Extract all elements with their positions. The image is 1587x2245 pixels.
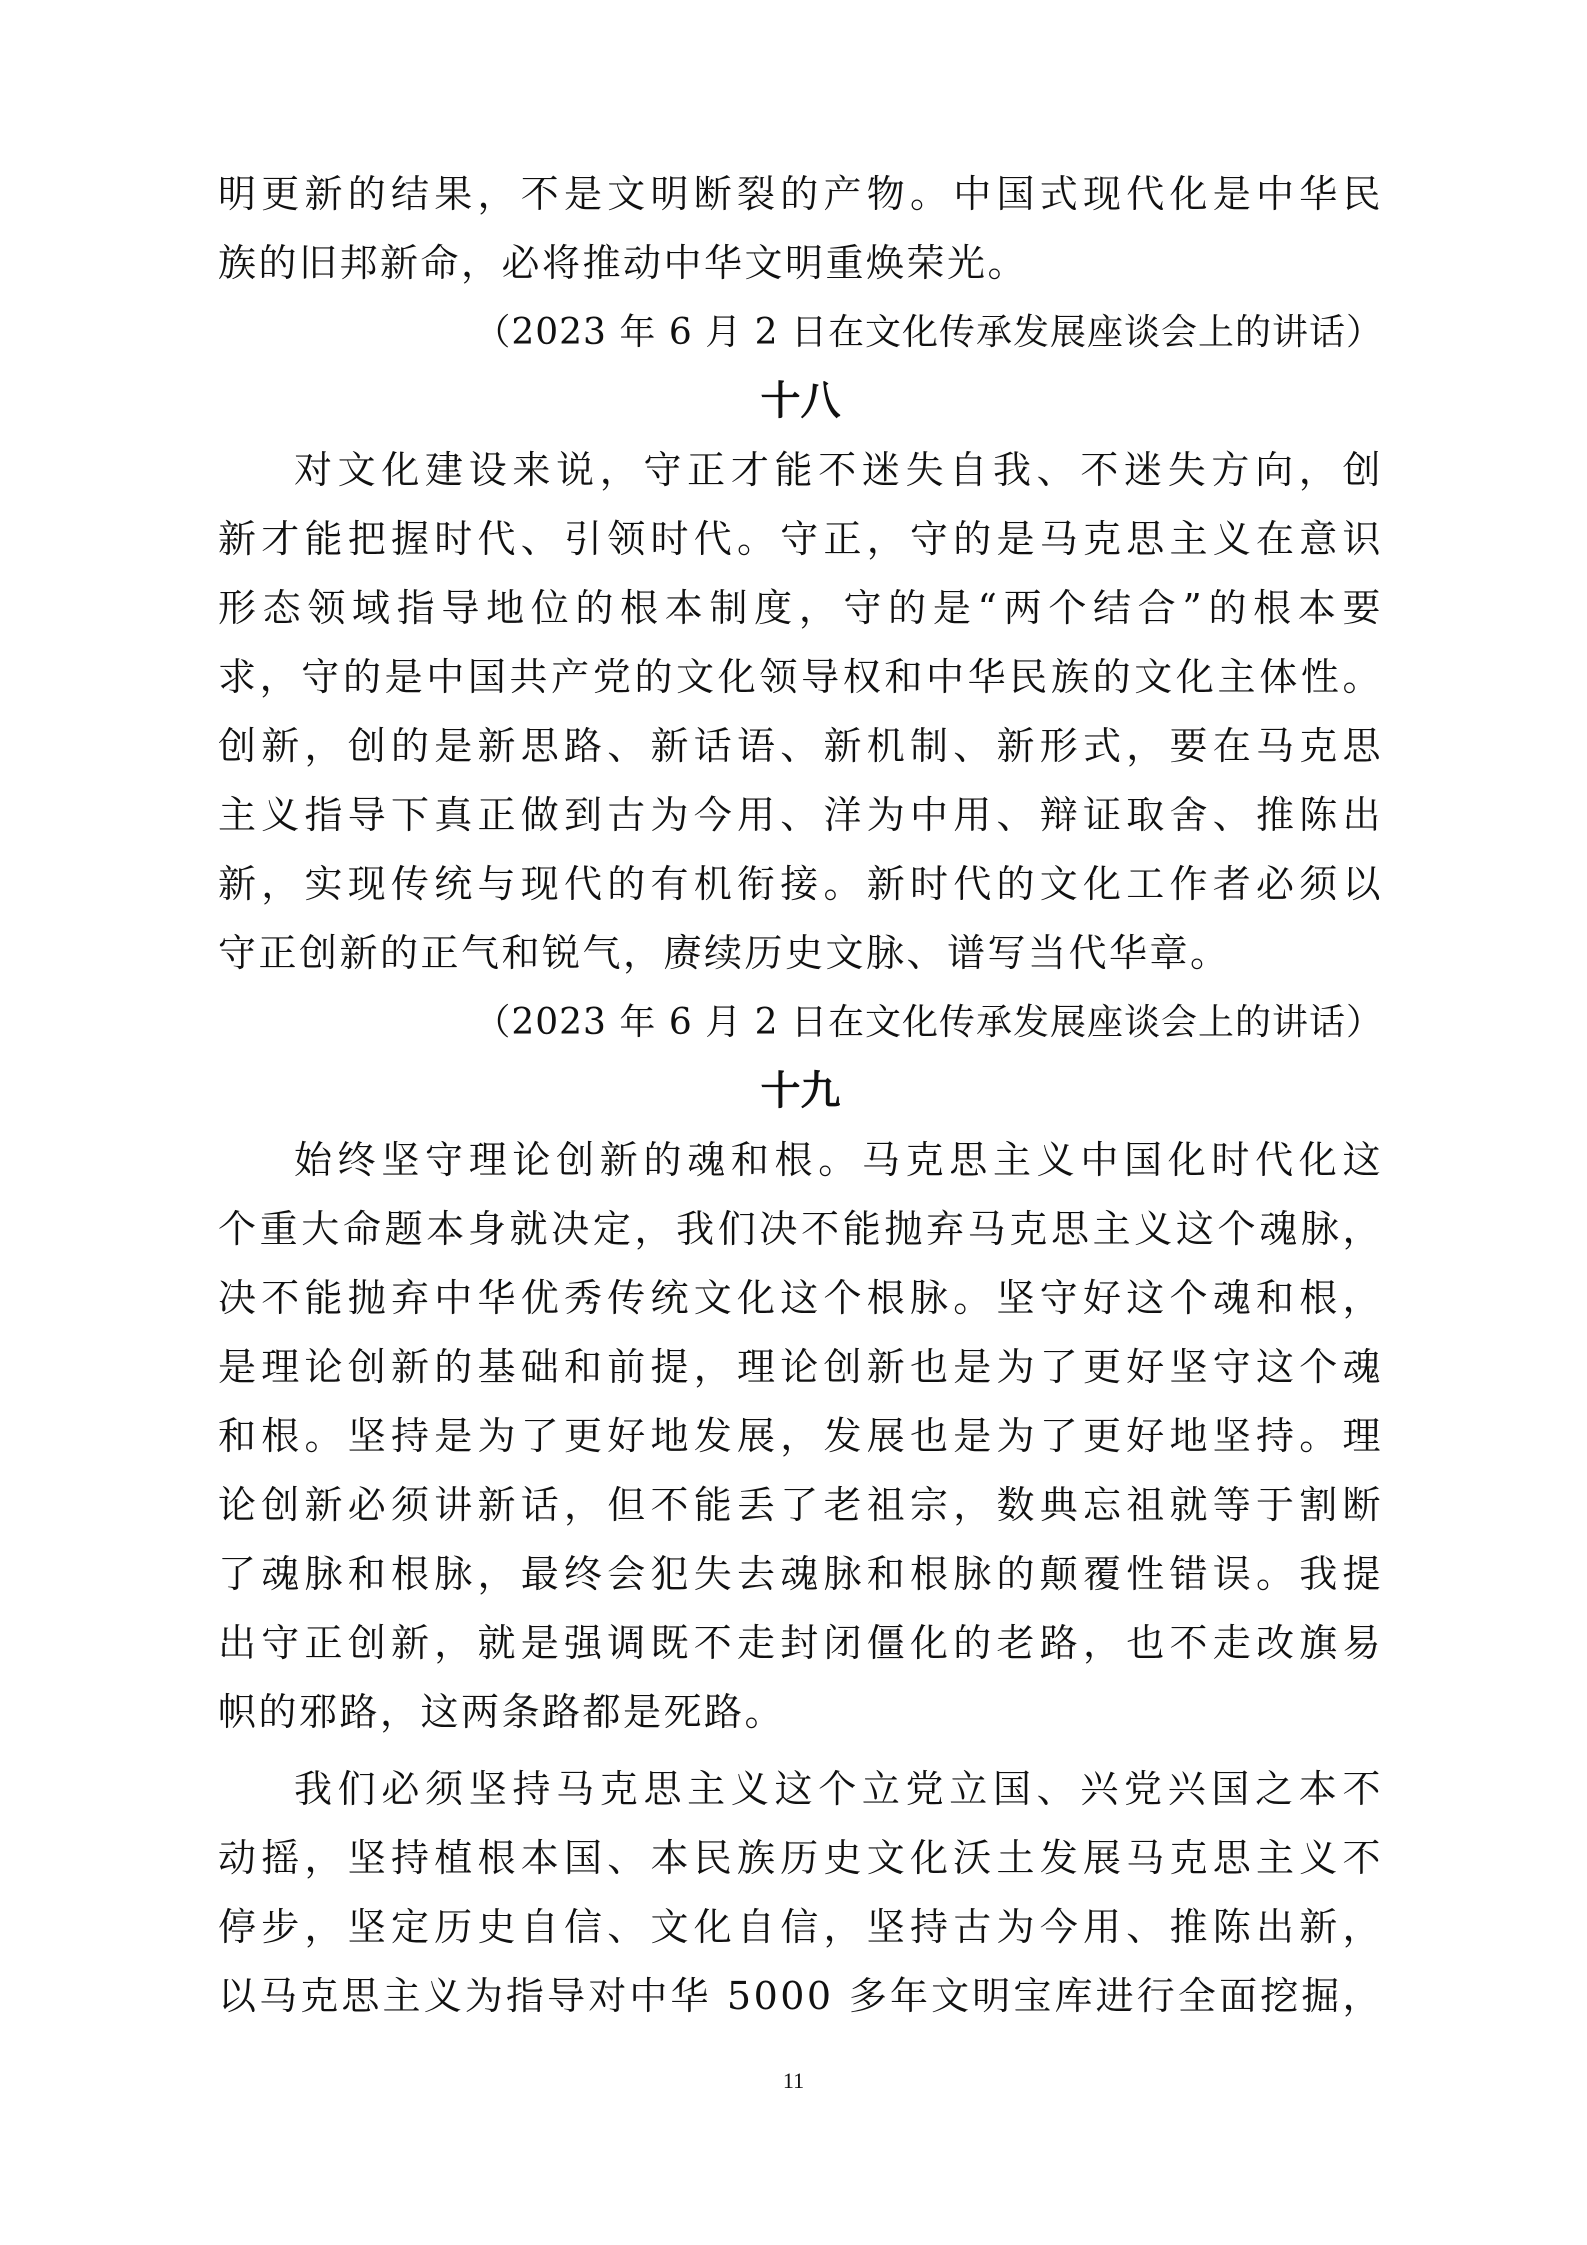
- text-line: 守正创新的正气和锐气，赓续历史文脉、谱写当代华章。: [218, 931, 1231, 975]
- text-line: 了魂脉和根脉，最终会犯失去魂脉和根脉的颠覆性错误。我提: [218, 1552, 1383, 1596]
- text-line: 新，实现传统与现代的有机衔接。新时代的文化工作者必须以: [218, 862, 1383, 906]
- intro-paragraph: [218, 160, 1383, 298]
- speech-attribution: （2023 年 6 月 2 日在文化传承发展座谈会上的讲话）: [474, 312, 1383, 353]
- section-19-paragraph-2: [218, 1755, 1383, 2031]
- text-line: 论创新必须讲新话，但不能丢了老祖宗，数典忘祖就等于割断: [218, 1483, 1383, 1527]
- text-line: 明更新的结果，不是文明断裂的产物。中国式现代化是中华民: [218, 172, 1383, 216]
- text-line: 创新，创的是新思路、新话语、新机制、新形式，要在马克思: [218, 724, 1383, 768]
- text-line: 停步，坚定历史自信、文化自信，坚持古为今用、推陈出新，: [218, 1905, 1383, 1949]
- text-line: 我们必须坚持马克思主义这个立党立国、兴党兴国之本不: [294, 1767, 1383, 1811]
- text-line: 求，守的是中国共产党的文化领导权和中华民族的文化主体性。: [218, 655, 1383, 699]
- text-line: 对文化建设来说，守正才能不迷失自我、不迷失方向，创: [294, 448, 1383, 492]
- speech-attribution: （2023 年 6 月 2 日在文化传承发展座谈会上的讲话）: [474, 1002, 1383, 1043]
- section-heading-19: 十九: [760, 1068, 841, 1114]
- section-heading-18: 十八: [760, 378, 841, 424]
- section-18-paragraph-1: [218, 436, 1383, 988]
- section-19-paragraph-1: [218, 1126, 1383, 1747]
- text-line: 和根。坚持是为了更好地发展，发展也是为了更好地坚持。理: [218, 1414, 1383, 1458]
- text-line: 帜的邪路，这两条路都是死路。: [218, 1690, 786, 1734]
- text-line: 个重大命题本身就决定，我们决不能抛弃马克思主义这个魂脉，: [218, 1207, 1383, 1251]
- text-line: 族的旧邦新命，必将推动中华文明重焕荣光。: [218, 241, 1029, 285]
- text-line: 以马克思主义为指导对中华 5000 多年文明宝库进行全面挖掘，: [218, 1974, 1383, 2018]
- text-line: 新才能把握时代、引领时代。守正，守的是马克思主义在意识: [218, 517, 1383, 561]
- document-page: [218, 160, 1383, 2031]
- page-number: 11: [782, 2068, 805, 2093]
- text-line: 决不能抛弃中华优秀传统文化这个根脉。坚守好这个魂和根，: [218, 1276, 1383, 1320]
- text-line: 出守正创新，就是强调既不走封闭僵化的老路，也不走改旗易: [218, 1621, 1383, 1665]
- text-line: 是理论创新的基础和前提，理论创新也是为了更好坚守这个魂: [218, 1345, 1383, 1389]
- text-line: 主义指导下真正做到古为今用、洋为中用、辩证取舍、推陈出: [218, 793, 1383, 837]
- paragraph-gap: [218, 1747, 1383, 1755]
- text-line: 形态领域指导地位的根本制度，守的是“两个结合”的根本要: [218, 586, 1383, 630]
- text-line: 始终坚守理论创新的魂和根。马克思主义中国化时代化这: [294, 1138, 1383, 1182]
- text-line: 动摇，坚持植根本国、本民族历史文化沃土发展马克思主义不: [218, 1836, 1383, 1880]
